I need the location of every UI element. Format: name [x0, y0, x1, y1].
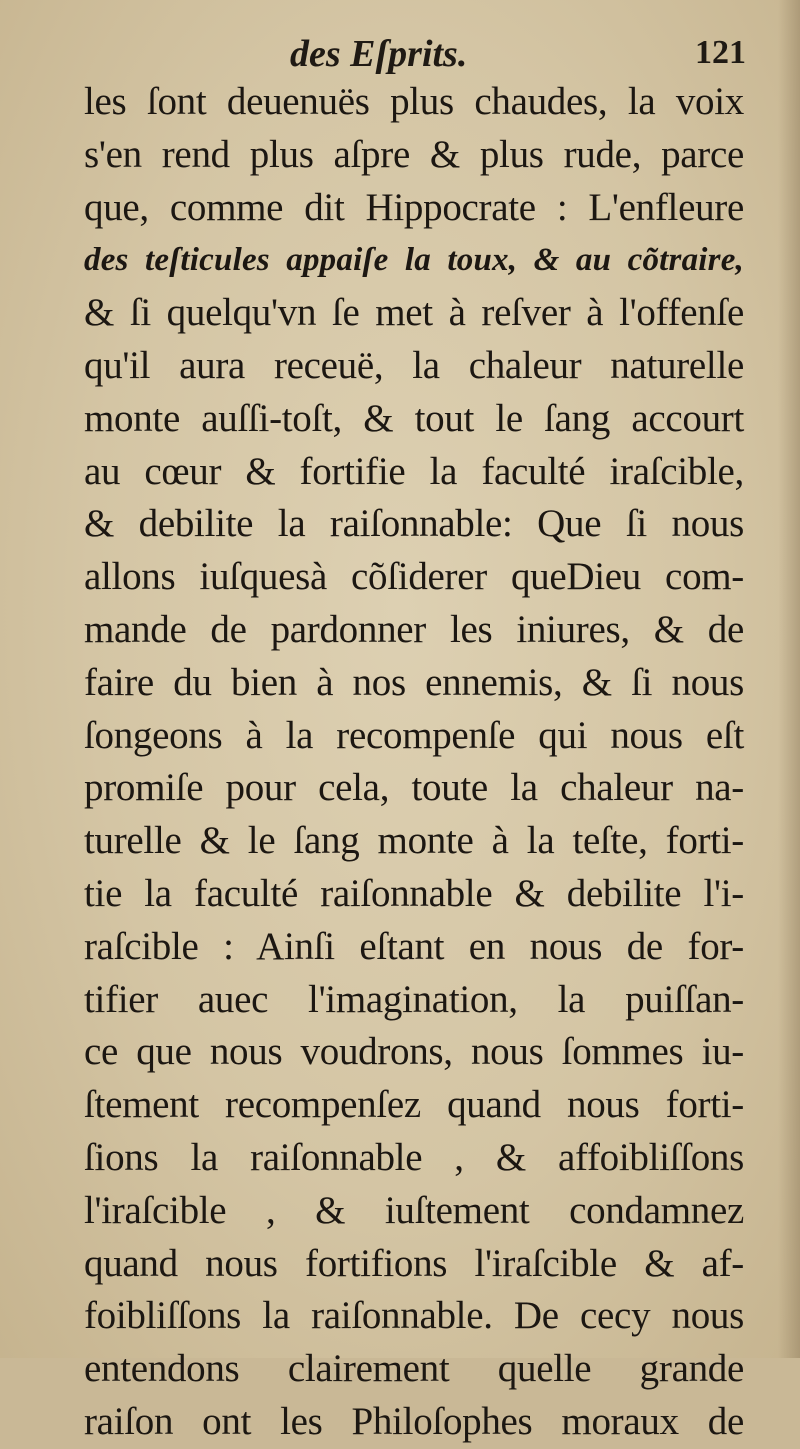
page-number: 121 — [695, 34, 746, 71]
text-line: s'en rend plus aſpre & plus rude, parce — [84, 132, 744, 176]
text-line: allons iuſquesà cõſiderer queDieu com- — [84, 555, 744, 599]
text-line-italic: des teſticules appaiſe la toux, & au cõtraire, — [84, 242, 744, 279]
page-header — [96, 24, 746, 84]
text-line: ſtement recompenſez quand nous forti- — [84, 1083, 744, 1127]
text-line: mande de pardonner les iniures, & de — [84, 607, 744, 651]
text-line: promiſe pour cela, toute la chaleur na- — [84, 766, 744, 810]
text-line: raiſon ont les Philoſophes moraux de — [84, 1399, 744, 1443]
text-line: raſcible : Ainſi eſtant en nous de for- — [84, 924, 744, 968]
text-line: monte auſſi-toſt, & tout le ſang accourt — [84, 396, 744, 440]
text-line: ce que nous voudrons, nous ſommes iu- — [84, 1030, 744, 1074]
text-line: entendons clairement quelle grande — [84, 1347, 744, 1391]
text-line: & debilite la raiſonnable: Que ſi nous — [84, 502, 744, 546]
text-line: faire du bien à nos ennemis, & ſi nous — [84, 660, 744, 704]
text-line: turelle & le ſang monte à la teſte, forti- — [84, 819, 744, 863]
page-edge-shadow — [778, 0, 800, 1358]
text-line: foibliſſons la raiſonnable. De cecy nous — [84, 1294, 744, 1338]
text-line: que, comme dit Hippocrate : L'enfleure — [84, 185, 744, 229]
body-text — [84, 76, 744, 1449]
text-line: quand nous fortifions l'iraſcible & af- — [84, 1241, 744, 1285]
text-line: tie la faculté raiſonnable & debilite l'i- — [84, 871, 744, 915]
text-line: qu'il aura receuë, la chaleur naturelle — [84, 343, 744, 387]
text-line: ſongeons à la recompenſe qui nous eſt — [84, 713, 744, 757]
text-line: l'iraſcible , & iuſtement condamnez — [84, 1188, 744, 1232]
running-title: des Eſprits. — [290, 33, 468, 75]
text-line: & ſi quelqu'vn ſe met à reſver à l'offenſe — [84, 291, 744, 335]
text-line: les ſont deuenuës plus chaudes, la voix — [84, 80, 744, 123]
text-line: au cœur & fortifie la faculté iraſcible, — [84, 449, 744, 493]
text-line: ſions la raiſonnable , & affoibliſſons — [84, 1135, 744, 1179]
text-line: tifier auec l'imagination, la puiſſan- — [84, 977, 744, 1021]
